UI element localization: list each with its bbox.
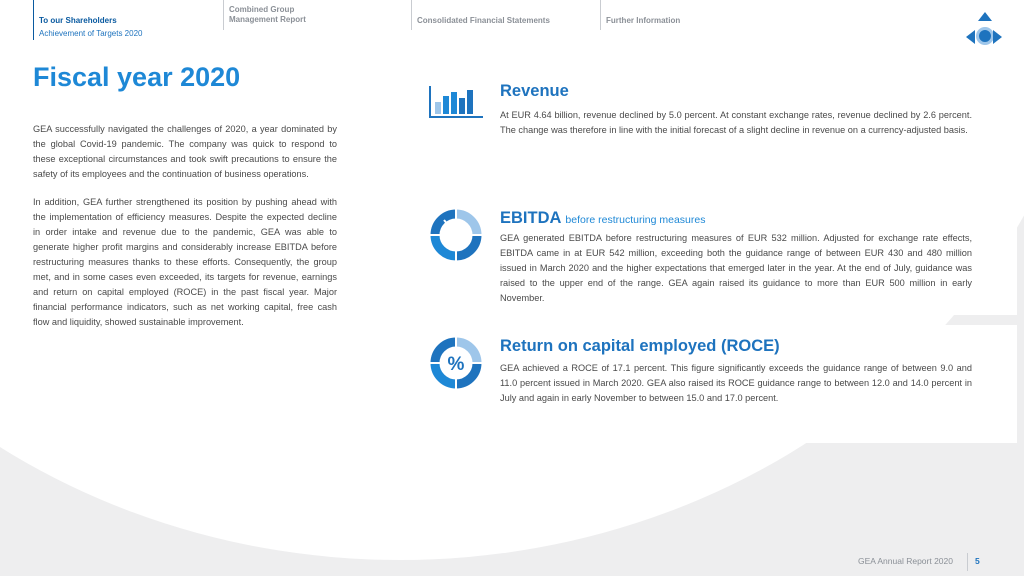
arrow-right-icon[interactable] (993, 30, 1002, 44)
roce-text: GEA achieved a ROCE of 17.1 percent. This figure significantly exceeds the guidance range of between 9.0 and 11.0 percent issued in March 2020. GEA also raised its ROCE guidance range to between 12.0 and 14.0 percent in July and again in early November to between 15.0 and 17.0 percent. (500, 363, 972, 403)
page-number: 5 (975, 556, 980, 566)
percent-donut-icon (430, 337, 482, 394)
nav-tab-financial-statements[interactable] (411, 0, 600, 30)
ebitda-title (500, 209, 706, 228)
arrow-up-icon[interactable] (978, 12, 992, 21)
footer-divider (967, 553, 968, 571)
ebitda-text: GEA generated EBITDA before restructuring measures of EUR 532 million. Adjusted for exchange rate effects, EBITDA came in at EUR 542 million, exceeding both the guidance range of between EUR 430 and 480 million issued in March 2020 and the higher expectations that emerged later in the year. At the end of July, guidance was raised to the upper end of the range. GEA again raised its guidance to more than EUR 500 million in early November. (500, 233, 972, 303)
intro-paragraph: GEA successfully navigated the challenges of 2020, a year dominated by the global Covid-19 pandemic. The company was quick to respond to these exceptional circumstances and took swift precautions to ensure the safety of its employees and the continuation of business operations. (33, 124, 337, 179)
nav-tab-shareholders[interactable] (33, 0, 223, 40)
intro-paragraph: In addition, GEA further strengthened its position by pushing ahead with the implementation of efficiency measures. Despite the expected decline in order intake and revenue due to the pandemic, GEA was able to generate higher profit margins and considerably increase EBITDA before restructuring measures thanks to these efforts. Consequently, the group met, and in some cases even exceeded, its targets for revenue, earnings and return on capital employed (ROCE) in the past fiscal year. Major financial performance indicators, such as net working capital, free cash flow and liquidity, showed sustainable improvement. (33, 197, 337, 327)
home-dot-icon[interactable] (976, 27, 994, 45)
ebitda-card (418, 197, 1017, 315)
revenue-title: Revenue (500, 82, 569, 100)
page-title: Fiscal year 2020 (33, 62, 241, 92)
arrow-left-icon[interactable] (966, 30, 975, 44)
nav-subsection-link[interactable]: Achievement of Targets 2020 (39, 29, 143, 38)
footer-report-title: GEA Annual Report 2020 (858, 556, 953, 566)
nav-tab-management-report[interactable] (223, 0, 411, 30)
top-navigation (0, 0, 1024, 44)
nav-tab-management-report-label: Combined Group Management Report (229, 5, 306, 24)
intro-text (33, 122, 337, 343)
nav-tab-further-information-label: Further Information (606, 16, 681, 25)
revenue-text: At EUR 4.64 billion, revenue declined by 5.0 percent. At constant exchange rates, revenue declined by 2.6 percent. The change was therefore in line with the initial forecast of a slight decline in revenue on a currency-adjusted basis. (500, 110, 972, 135)
ebitda-title-main: EBITDA (500, 209, 562, 227)
nav-tab-further-information[interactable] (600, 0, 760, 30)
roce-title: Return on capital employed (ROCE) (500, 337, 780, 355)
percent-glyph: % (447, 354, 465, 375)
donut-chart-icon (430, 209, 482, 266)
nav-tab-financial-statements-label: Consolidated Financial Statements (417, 16, 550, 25)
revenue-card (418, 68, 1017, 188)
nav-tab-shareholders-label: To our Shareholders (39, 16, 117, 25)
ebitda-subtitle: before restructuring measures (565, 214, 706, 226)
bar-chart-icon (429, 84, 483, 125)
page-navigation-control (964, 10, 1004, 50)
roce-card (418, 325, 1017, 443)
footer (830, 553, 1000, 573)
